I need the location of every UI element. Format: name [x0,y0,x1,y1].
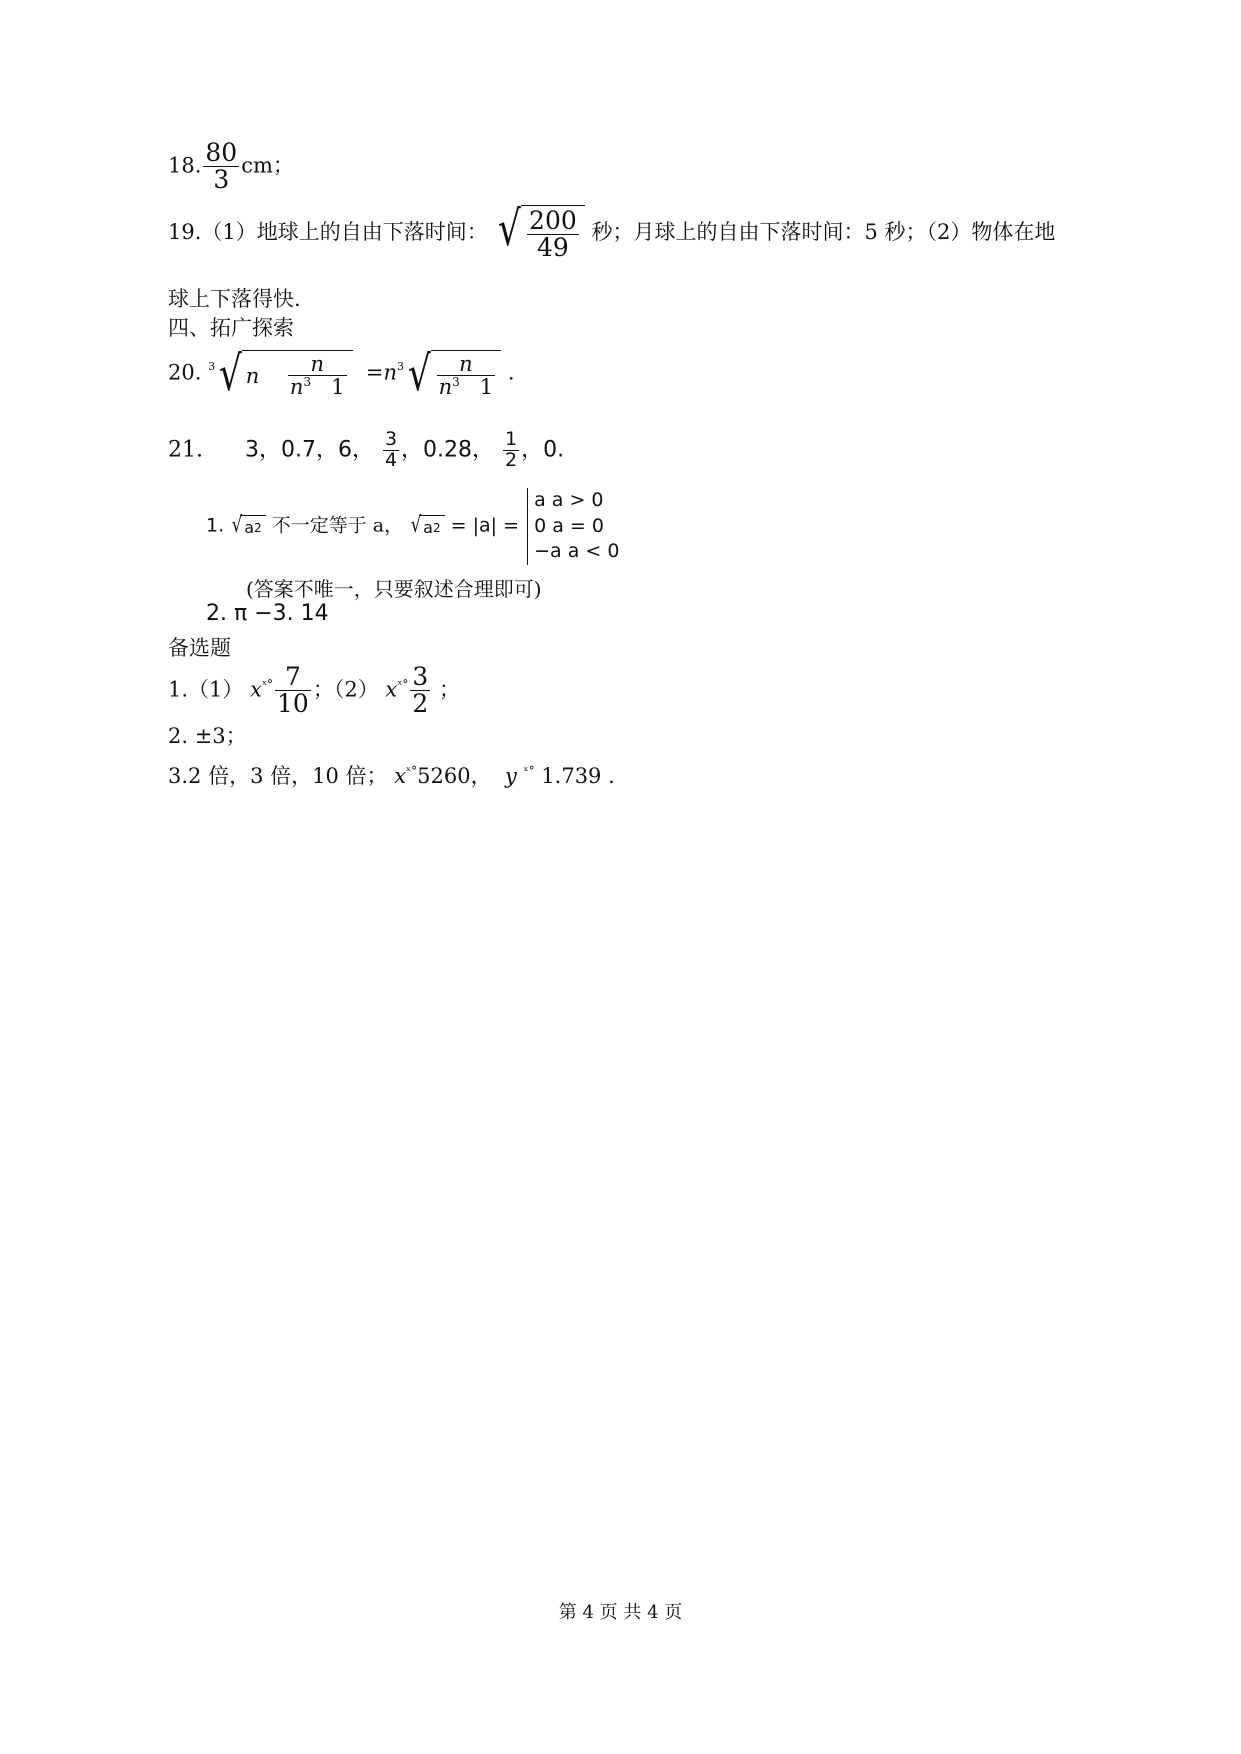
backup-heading: 备选题 [168,636,231,660]
answer-21: 21. 3，0.7，6， $\frac{3}{4}$ ，0.28， $\frac{1}{2}$ ，0. [168,428,565,471]
page-footer: 第 4 页 共 4 页 [558,1602,683,1623]
note-1: 1. √ a 2 不一定等于 a， √ a 2 = |a| = a a > 0 0 a = 0 −a a < 0 [206,488,619,565]
answer-19-line2: 球上下落得快. [168,287,301,311]
sqrt-a-squared: √ a 2 [230,515,265,537]
answer-19 [168,201,1056,263]
answer-18 [168,140,294,194]
answer-text: 19.（1）地球上的自由下落时间： [168,219,488,244]
fraction: $\frac{7}{10}$ [277,662,309,719]
unit-text: cm； [241,153,294,178]
answer-number: 18. [168,153,202,178]
backup-1: 1.（1） $x^{ˣ^\circ}$ $\frac{7}{10}$ ；（2） $x^{ˣ^\circ}$ $\frac{3}{2}$ ； [168,662,460,719]
note-2: 2. π −3. 14 [206,601,329,626]
fraction: $\frac{1}{2}$ [505,428,518,471]
answer-number: 21. [168,437,203,463]
cube-root-lhs: √ n $\frac{n}{n^3 1}$ [215,350,352,398]
section-heading: 四、拓广探索 [168,316,294,340]
backup-2: 2. ±3； [168,724,247,748]
answer-number: 20. [168,360,202,385]
answer-20: 20. $^3$ √ n $\frac{n}{n^3 1}$ $=n^3$ √ $\frac{n}{n^3 1}$ . [168,346,515,402]
answer-text: 秒；月球上的自由下落时间：5 秒；（2）物体在地 [591,219,1056,244]
sqrt-a-squared: √ a 2 [409,515,444,537]
sqrt-expression: √ $\frac{200}{49}$ [494,205,584,262]
fraction: $\frac{80}{3}$ [205,138,238,195]
cube-root-rhs: √ $\frac{n}{n^3 1}$ [404,350,501,398]
backup-3: 3.2 倍，3 倍，10 倍； $x^{ˣ^\circ}5260$， y $^{ˣ^\circ}$ 1.739 . [168,764,615,788]
piecewise-cases: a a > 0 0 a = 0 −a a < 0 [527,488,619,565]
fraction: $\frac{3}{2}$ [412,662,429,719]
fraction: $\frac{3}{4}$ [384,428,398,471]
note-remark: (答案不唯一，只要叙述合理即可) [246,577,542,601]
